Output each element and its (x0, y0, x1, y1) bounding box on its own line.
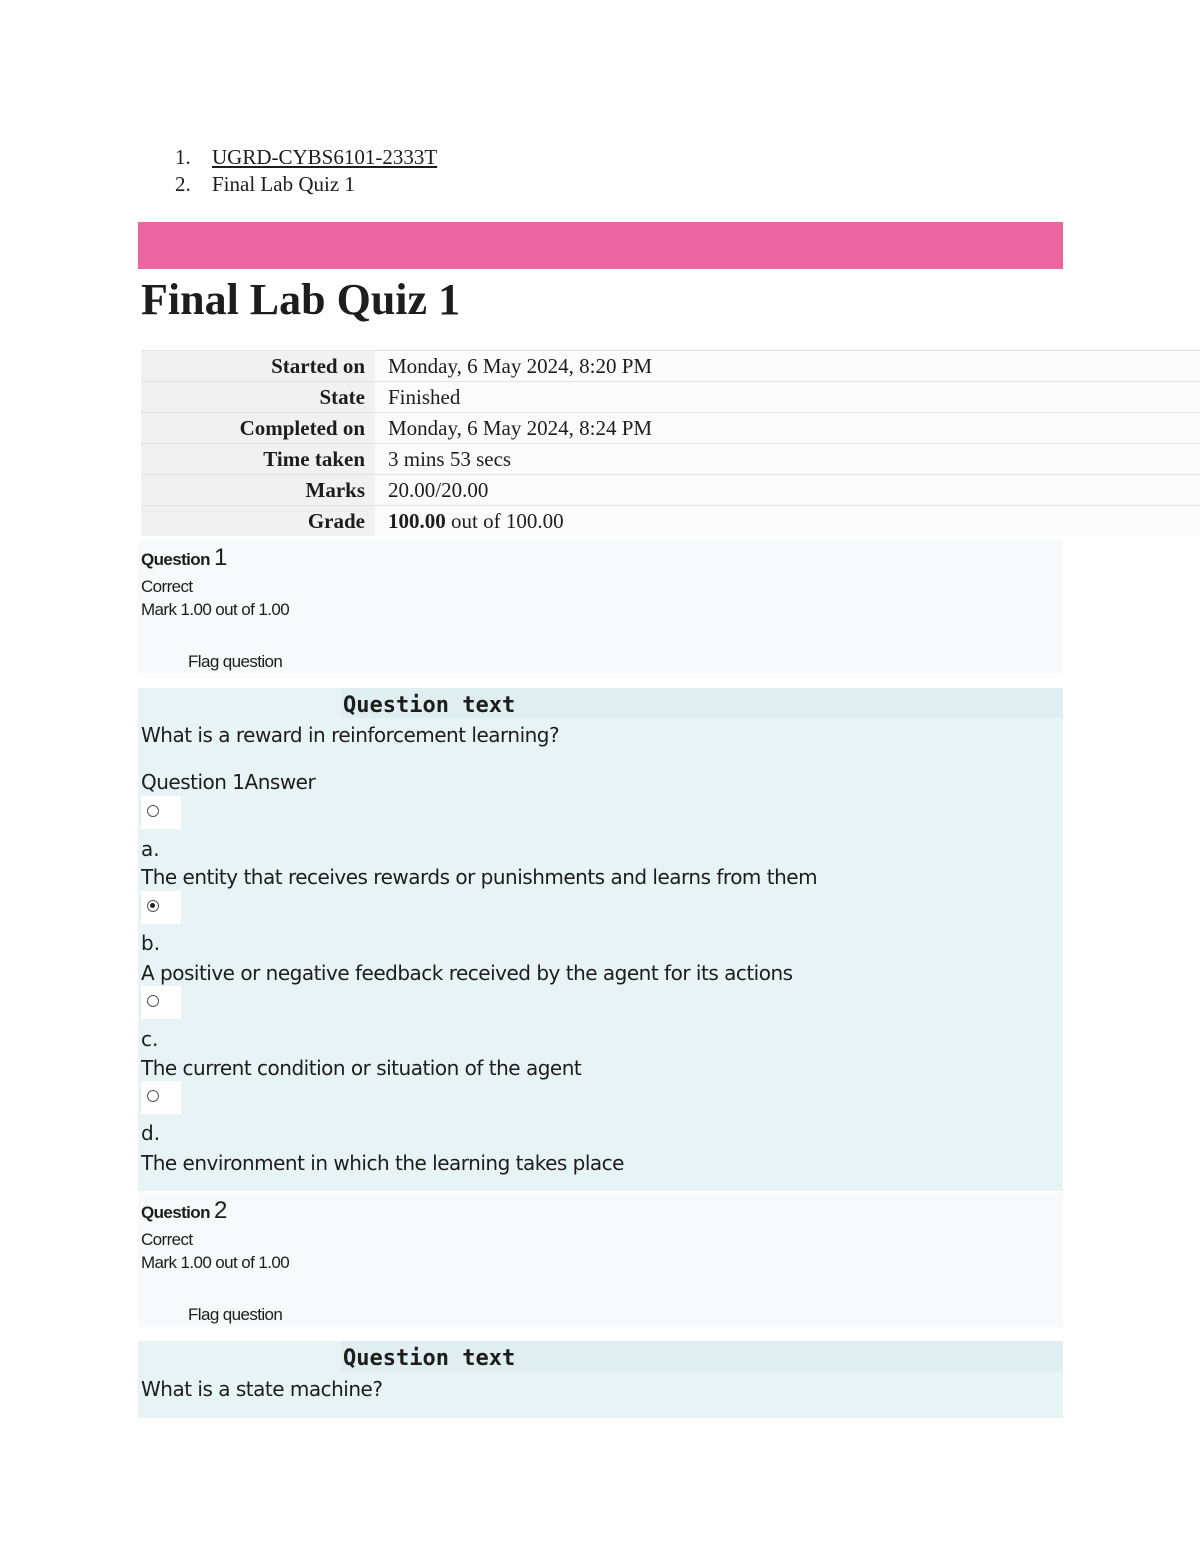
option-b-letter: b. (141, 931, 161, 955)
option-a-letter: a. (141, 837, 160, 861)
question-number (141, 544, 227, 572)
question-mark: Mark 1.00 out of 1.00 (141, 1253, 290, 1272)
breadcrumb-current: Final Lab Quiz 1 (212, 172, 355, 196)
question-state: Correct (141, 1230, 193, 1249)
summary-row-started (141, 351, 1200, 382)
flag-question-link[interactable]: Flag question (188, 1305, 283, 1324)
option-b-radio-box[interactable] (141, 891, 181, 924)
summary-value (375, 506, 1200, 537)
summary-label: Started on (141, 351, 375, 382)
summary-label: Completed on (141, 413, 375, 444)
option-d-letter: d. (141, 1121, 161, 1145)
breadcrumb-link-course[interactable]: UGRD-CYBS6101-2333T (212, 145, 438, 169)
breadcrumb-number: 1. (175, 145, 191, 169)
option-a-text: The entity that receives rewards or punishments and learns from them (141, 865, 818, 889)
option-d-text: The environment in which the learning takes place (141, 1151, 624, 1175)
attempt-summary-table (141, 350, 1200, 536)
question-number (141, 1197, 227, 1225)
breadcrumb-item-quiz (175, 171, 437, 198)
question-1-info (138, 540, 1063, 673)
page-title: Final Lab Quiz 1 (141, 275, 461, 324)
summary-label: Grade (141, 506, 375, 537)
summary-label: Marks (141, 475, 375, 506)
radio-unchecked-icon[interactable] (147, 805, 159, 817)
summary-label: Time taken (141, 444, 375, 475)
header-accent-bar (138, 222, 1063, 269)
breadcrumb (175, 144, 437, 198)
option-c-text: The current condition or situation of the agent (141, 1056, 582, 1080)
summary-value: 20.00/20.00 (375, 475, 1200, 506)
breadcrumb-number: 2. (175, 172, 191, 196)
question-prefix: Question (141, 550, 214, 569)
summary-value: 3 mins 53 secs (375, 444, 1200, 475)
question-2-content (138, 1341, 1063, 1418)
question-text: What is a state machine? (141, 1377, 383, 1401)
radio-checked-icon[interactable] (147, 900, 159, 912)
option-c-radio-box[interactable] (141, 986, 181, 1019)
summary-row-grade (141, 506, 1200, 537)
question-2-info (138, 1193, 1063, 1327)
radio-unchecked-icon[interactable] (147, 1090, 159, 1102)
grade-out-of: out of 100.00 (445, 508, 564, 533)
summary-value: Monday, 6 May 2024, 8:24 PM (375, 413, 1200, 444)
grade-score: 100.00 (388, 508, 446, 533)
question-text-heading-label: Question text (343, 693, 516, 718)
answer-label: Question 1Answer (141, 770, 316, 794)
question-text-heading (341, 688, 1063, 718)
question-text-heading-label: Question text (343, 1346, 516, 1371)
summary-row-completed (141, 413, 1200, 444)
option-c-letter: c. (141, 1027, 159, 1051)
question-prefix: Question (141, 1203, 214, 1222)
option-a-radio-box[interactable] (141, 796, 181, 829)
option-b-text: A positive or negative feedback received by the agent for its actions (141, 961, 793, 985)
question-text-heading (341, 1341, 1063, 1371)
question-mark: Mark 1.00 out of 1.00 (141, 600, 290, 619)
summary-value: Finished (375, 382, 1200, 413)
question-1-content (138, 688, 1063, 1191)
question-text: What is a reward in reinforcement learning? (141, 723, 560, 747)
option-d-radio-box[interactable] (141, 1081, 181, 1114)
summary-label: State (141, 382, 375, 413)
summary-row-time-taken (141, 444, 1200, 475)
radio-unchecked-icon[interactable] (147, 995, 159, 1007)
summary-row-marks (141, 475, 1200, 506)
summary-value: Monday, 6 May 2024, 8:20 PM (375, 351, 1200, 382)
question-number-value: 1 (214, 544, 227, 571)
summary-row-state (141, 382, 1200, 413)
flag-question-link[interactable]: Flag question (188, 652, 283, 671)
breadcrumb-item-course (175, 144, 437, 171)
question-number-value: 2 (214, 1197, 227, 1224)
question-state: Correct (141, 577, 193, 596)
